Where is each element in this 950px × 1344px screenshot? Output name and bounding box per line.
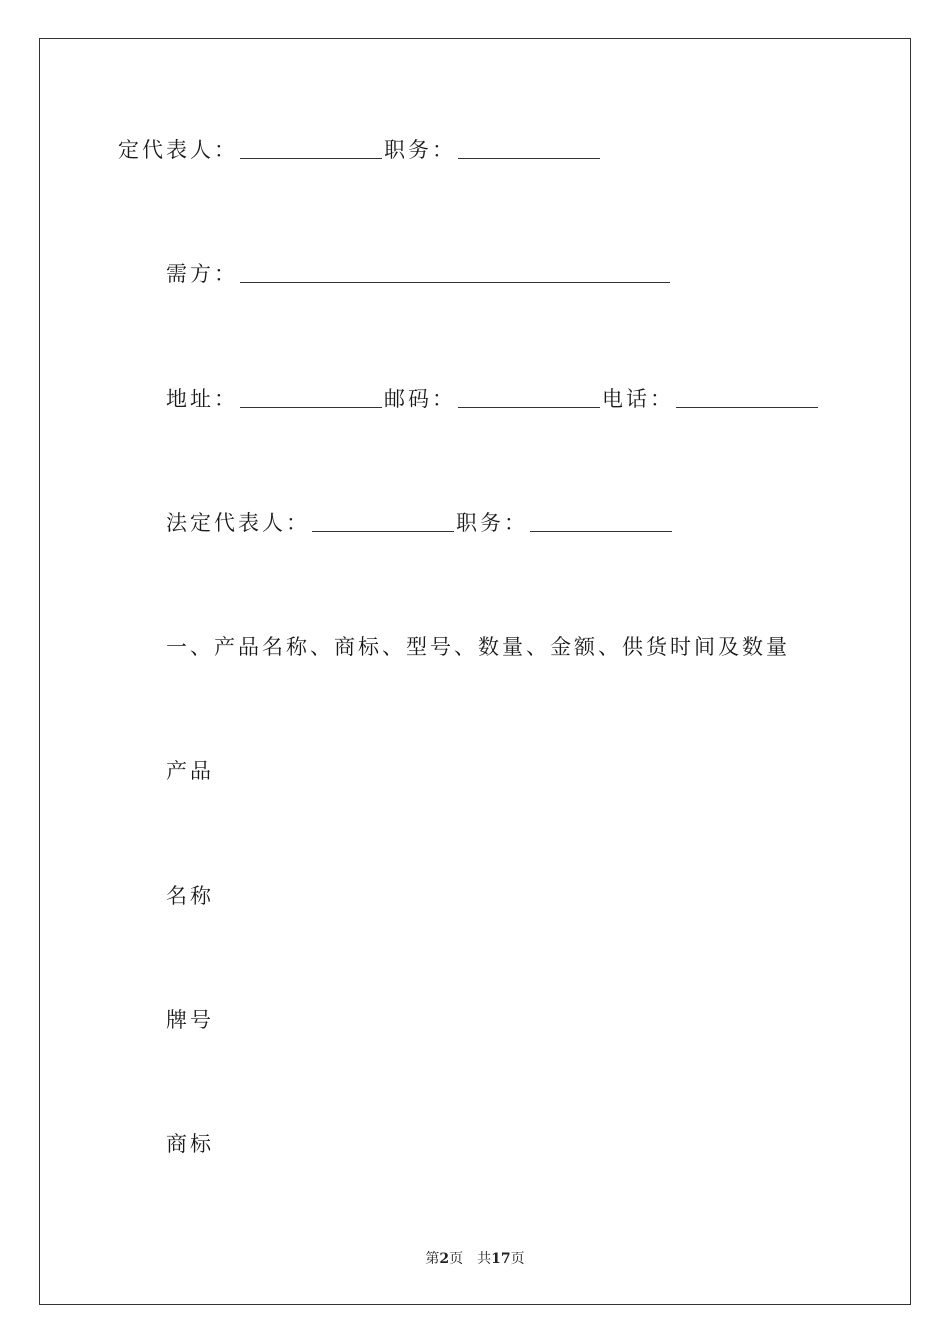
footer-total-pages: 17 bbox=[491, 1251, 511, 1267]
buyer-rep-label: 法定代表人： bbox=[166, 511, 310, 535]
supplier-rep-line bbox=[118, 137, 602, 163]
postcode-label: 邮码： bbox=[384, 387, 456, 411]
buyer-line bbox=[166, 261, 672, 287]
section-one-heading: 一、产品名称、商标、型号、数量、金额、供货时间及数量 bbox=[166, 635, 790, 659]
buyer-blank[interactable] bbox=[240, 282, 670, 283]
address-line bbox=[166, 386, 820, 412]
table-header-product bbox=[166, 758, 214, 784]
supplier-rep-label: 定代表人： bbox=[118, 138, 238, 162]
supplier-rep-blank[interactable] bbox=[240, 158, 382, 159]
footer-prefix: 第 bbox=[425, 1251, 440, 1267]
page-footer bbox=[0, 1248, 950, 1268]
table-header-brand-number bbox=[166, 1007, 214, 1033]
footer-total-suffix: 页 bbox=[510, 1251, 525, 1267]
supplier-title-blank[interactable] bbox=[458, 158, 600, 159]
table-header-text: 牌号 bbox=[166, 1008, 214, 1032]
phone-label: 电话： bbox=[602, 387, 674, 411]
table-header-text: 商标 bbox=[166, 1132, 214, 1156]
buyer-title-blank[interactable] bbox=[530, 531, 672, 532]
buyer-label: 需方： bbox=[166, 262, 238, 286]
address-label: 地址： bbox=[166, 387, 238, 411]
table-header-name bbox=[166, 883, 214, 909]
supplier-title-label: 职务： bbox=[384, 138, 456, 162]
table-header-text: 产品 bbox=[166, 759, 214, 783]
buyer-rep-blank[interactable] bbox=[312, 531, 454, 532]
buyer-title-label: 职务： bbox=[456, 511, 528, 535]
phone-blank[interactable] bbox=[676, 407, 818, 408]
section-heading bbox=[166, 634, 790, 660]
page-border bbox=[39, 38, 911, 1305]
table-header-text: 名称 bbox=[166, 884, 214, 908]
buyer-rep-line bbox=[166, 510, 674, 536]
footer-page-number: 2 bbox=[439, 1251, 450, 1267]
table-header-trademark bbox=[166, 1131, 214, 1157]
footer-total-prefix: 共 bbox=[477, 1251, 492, 1267]
footer-page-suffix: 页 bbox=[449, 1251, 464, 1267]
postcode-blank[interactable] bbox=[458, 407, 600, 408]
address-blank[interactable] bbox=[240, 407, 382, 408]
